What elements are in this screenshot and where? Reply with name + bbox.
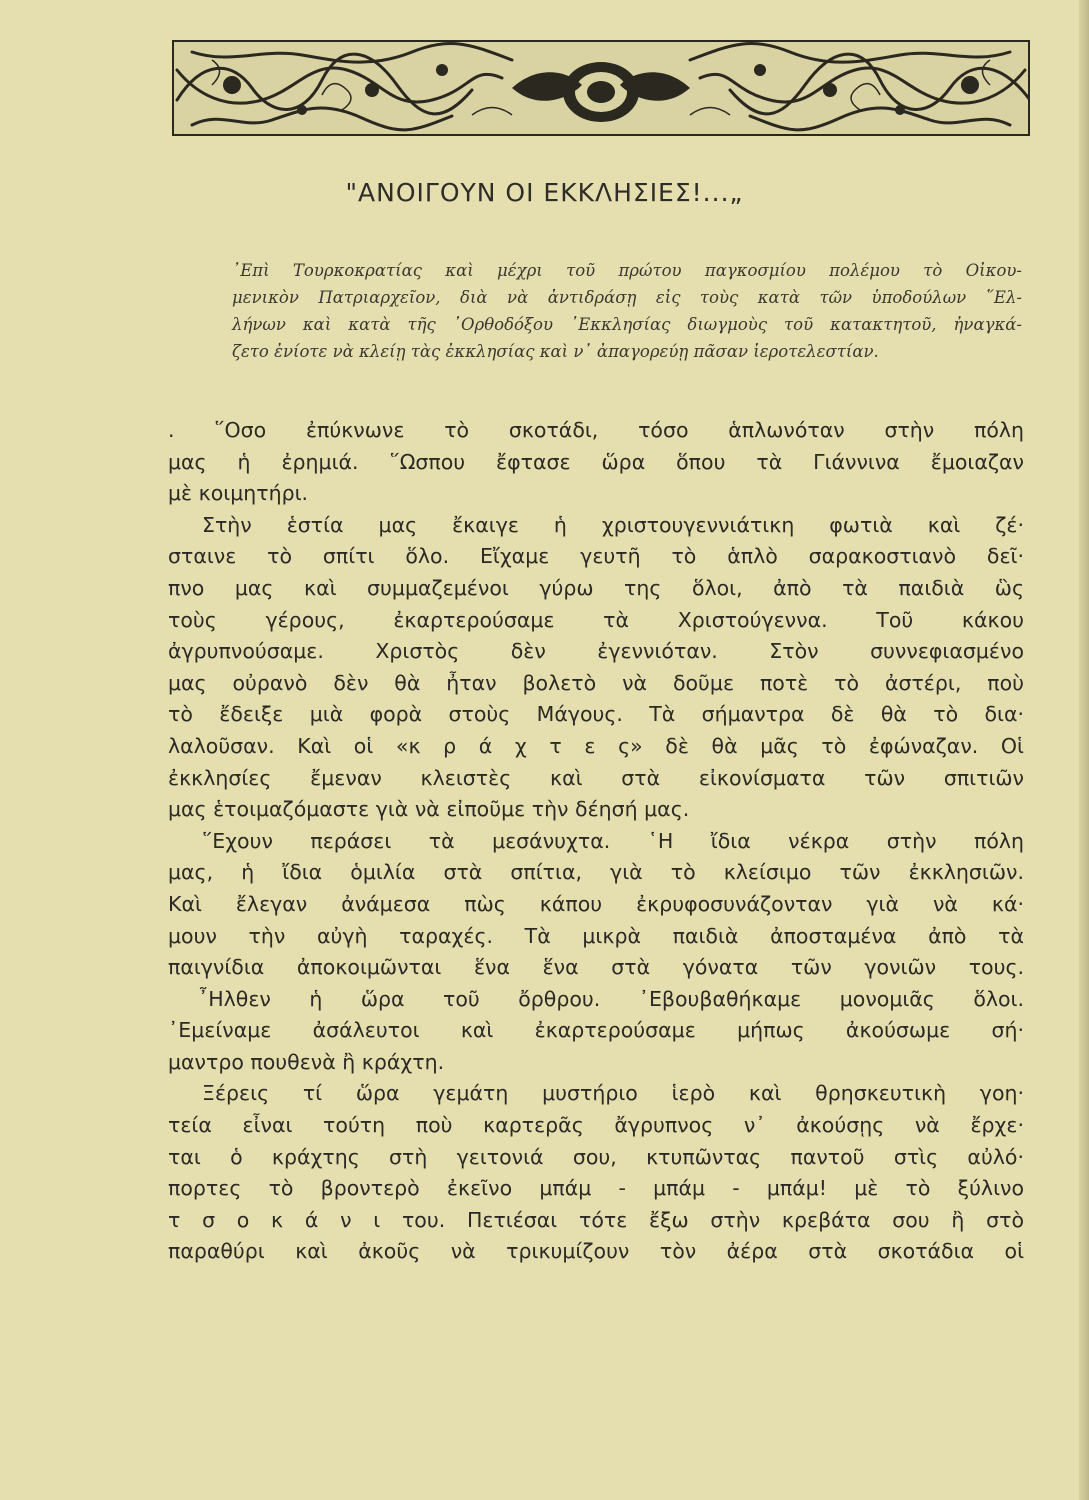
body-line: μὲ κοιμητήρι. bbox=[168, 481, 309, 506]
page-title: "ΑΝΟΙΓΟΥΝ ΟΙ ΕΚΚΛΗΣΙΕΣ!...„ bbox=[345, 178, 744, 207]
body-line: μας οὐρανὸ δὲν θὰ ἦταν βολετὸ νὰ δοῦμε ποτὲ τὸ ἀστέρι, ποὺ bbox=[168, 670, 1024, 695]
body-line: λαλοῦσαν. Καὶ οἱ «κ ρ ά χ τ ε ς» δὲ θὰ μᾶς τὸ ἐφώναζαν. Οἱ bbox=[168, 733, 1024, 758]
body-line: μουν τὴν αὐγὴ ταραχές. Τὰ μικρὰ παιδιὰ ἀποσταμένα ἀπὸ τὰ bbox=[168, 923, 1024, 948]
body-line: πνο μας καὶ συμμαζεμένοι γύρω της ὅλοι, ἀπὸ τὰ παιδιὰ ὣς bbox=[168, 575, 1024, 600]
body-line: ται ὁ κράχτης στὴ γειτονιά σου, κτυπῶντας παντοῦ στὶς αὐλό· bbox=[168, 1144, 1024, 1169]
body-line: πορτες τὸ βροντερὸ ἐκεῖνο μπάμ - μπάμ - μπάμ! μὲ τὸ ξύλινο bbox=[168, 1176, 1024, 1201]
epigraph-line: ζετο ἐνίοτε νὰ κλείῃ τὰς ἐκκλησίας καὶ ν᾿ ἀπαγορεύῃ πᾶσαν ἱεροτελεστίαν. bbox=[232, 342, 879, 361]
body-line: . ῞Οσο ἐπύκνωνε τὸ σκοτάδι, τόσο ἁπλωνόταν στὴν πόλη bbox=[168, 418, 1024, 442]
body-line: σταινε τὸ σπίτι ὅλο. Εἴχαμε γευτῆ τὸ ἁπλὸ σαρακοστιανὸ δεῖ· bbox=[168, 544, 1024, 569]
body-line: Ξέρεις τί ὥρα γεμάτη μυστήριο ἱερὸ καὶ θρησκευτικὴ γοη· bbox=[202, 1081, 1024, 1106]
ornamental-header-band bbox=[172, 40, 1030, 136]
body-line: ἀγρυπνούσαμε. Χριστὸς δὲν ἐγεννιόταν. Στὸν συννεφιασμένο bbox=[168, 639, 1024, 664]
body-line: Στὴν ἑστία μας ἔκαιγε ἡ χριστουγεννιάτικη φωτιὰ καὶ ζέ· bbox=[202, 512, 1024, 537]
body-line: μας ἑτοιμαζόμαστε γιὰ νὰ εἰποῦμε τὴν δέησή μας. bbox=[168, 797, 690, 822]
body-line: μαντρο πουθενὰ ἢ κράχτη. bbox=[168, 1049, 445, 1074]
epigraph-line: λήνων καὶ κατὰ τῆς ᾿Ορθοδόξου ᾿Εκκλησίας διωγμοὺς τοῦ κατακτητοῦ, ἠναγκά- bbox=[232, 315, 1022, 334]
body-line: ᾿Εμείναμε ἀσάλευτοι καὶ ἐκαρτερούσαμε μήπως ἀκούσωμε σή· bbox=[168, 1018, 1024, 1043]
body-line: τὸ ἔδειξε μιὰ φορὰ στοὺς Μάγους. Τὰ σήμαντρα δὲ θὰ τὸ δια· bbox=[168, 702, 1024, 727]
body-text bbox=[168, 415, 1024, 1268]
body-line: παραθύρι καὶ ἀκοῦς νὰ τρικυμίζουν τὸν ἀέρα στὰ σκοτάδια οἱ bbox=[168, 1239, 1024, 1264]
body-line: τοὺς γέρους, ἐκαρτερούσαμε τὰ Χριστούγεννα. Τοῦ κάκου bbox=[168, 607, 1024, 632]
epigraph bbox=[232, 257, 1022, 365]
body-line: ῞Εχουν περάσει τὰ μεσάνυχτα. ῾Η ἴδια νέκρα στὴν πόλη bbox=[202, 828, 1024, 853]
body-line: παιγνίδια ἀποκοιμῶνται ἕνα ἕνα στὰ γόνατα τῶν γονιῶν τους. bbox=[168, 955, 1024, 980]
body-line: μας, ἡ ἴδια ὁμιλία στὰ σπίτια, γιὰ τὸ κλείσιμο τῶν ἐκκλησιῶν. bbox=[168, 860, 1024, 885]
body-line: ῏Ηλθεν ἡ ὥρα τοῦ ὄρθρου. ᾿Εβουβαθήκαμε μονομιᾶς ὅλοι. bbox=[198, 986, 1024, 1011]
epigraph-line: μενικὸν Πατριαρχεῖον, διὰ νὰ ἀντιδράσῃ εἰς τοὺς κατὰ τῶν ὑποδούλων ῞Ελ- bbox=[232, 288, 1022, 307]
page-edge bbox=[1079, 0, 1089, 1500]
epigraph-line: ᾿Επὶ Τουρκοκρατίας καὶ μέχρι τοῦ πρώτου παγκοσμίου πολέμου τὸ Οἰκου- bbox=[232, 261, 1022, 280]
body-line: μας ἡ ἐρημιά. ῞Ωσπου ἔφτασε ὥρα ὅπου τὰ Γιάννινα ἔμοιαζαν bbox=[168, 449, 1024, 474]
body-line: Καὶ ἔλεγαν ἀνάμεσα πὼς κάπου ἐκρυφοσυνάζονταν γιὰ νὰ κά· bbox=[168, 891, 1024, 916]
body-line: ἐκκλησίες ἔμεναν κλειστὲς καὶ στὰ εἰκονίσματα τῶν σπιτιῶν bbox=[168, 765, 1024, 790]
body-line: τ σ ο κ ά ν ι του. Πετιέσαι τότε ἔξω στὴν κρεβάτα σου ἢ στὸ bbox=[168, 1207, 1024, 1232]
body-line: τεία εἶναι τούτη ποὺ καρτερᾶς ἄγρυπνος ν᾿ ἀκούσῃς νὰ ἔρχε· bbox=[168, 1113, 1024, 1138]
